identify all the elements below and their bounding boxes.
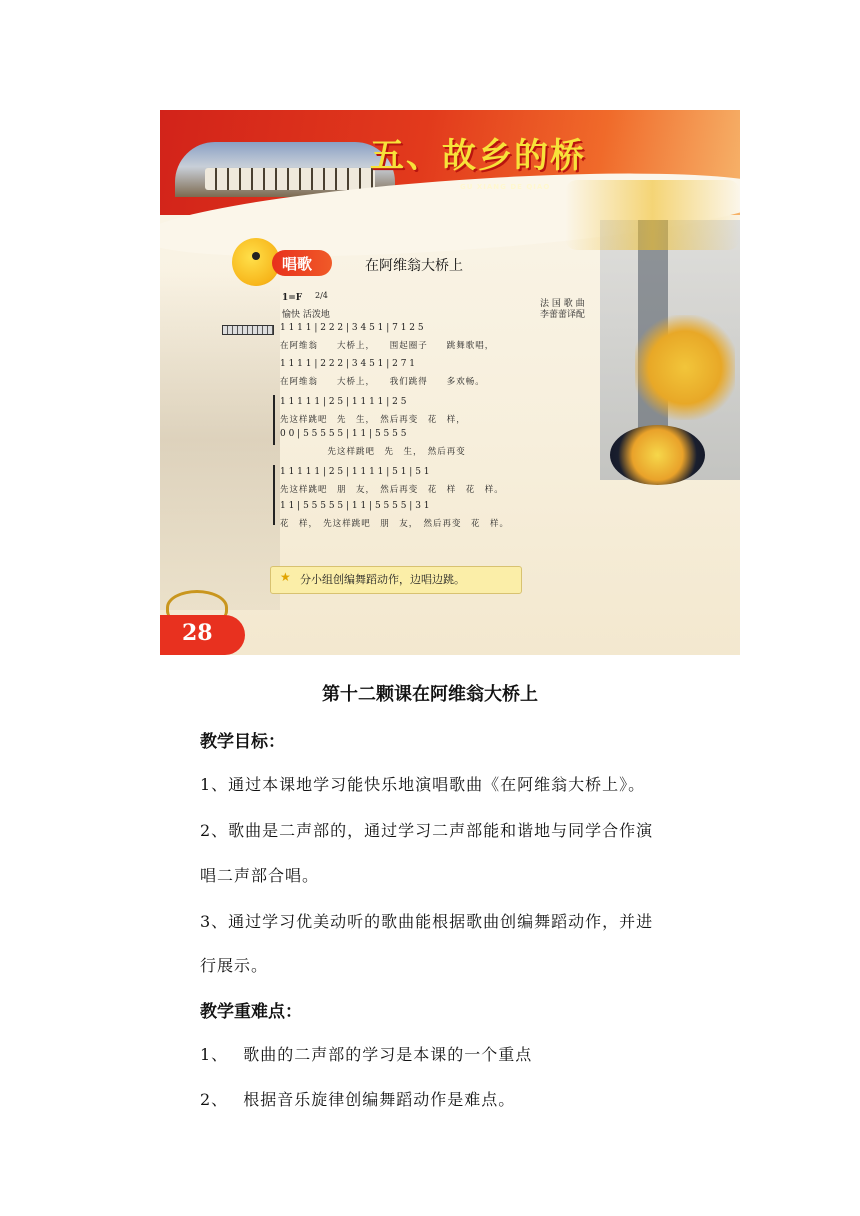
score-notes-row-4: 0 0 | 5 5 5 5 5 | 1 1 | 5 5 5 5 bbox=[280, 429, 407, 439]
score-notes-row-5: 1 1 1 1 1 | 2 5 | 1 1 1 1 | 5 1 | 5 1 bbox=[280, 467, 430, 477]
goal-line-1: 1、通过本课地学习能快乐地演唱歌曲《在阿维翁大桥上》。 bbox=[200, 775, 646, 794]
sing-label: 唱歌 bbox=[282, 255, 313, 273]
score-lyrics-row-5: 先这样跳吧 朋 友， 然后再变 花 样 花 样。 bbox=[280, 485, 504, 495]
dancers-photo-middle bbox=[635, 315, 735, 420]
song-origin: 法 国 歌 曲 bbox=[540, 299, 585, 309]
score-notes-row-2: 1 1 1 1 | 2 2 2 | 3 4 5 1 | 2 7 1 bbox=[280, 359, 416, 369]
score-notes-row-1: 1 1 1 1 | 2 2 2 | 3 4 5 1 | 7 1 2 5 bbox=[280, 323, 424, 333]
activity-tip-text: 分小组创编舞蹈动作，边唱边跳。 bbox=[300, 573, 465, 586]
score-lyrics-row-3: 先这样跳吧 先 生， 然后再变 花 样， bbox=[280, 415, 466, 425]
score-notes-row-6: 1 1 | 5 5 5 5 5 | 1 1 | 5 5 5 5 | 3 1 bbox=[280, 501, 430, 511]
goals-heading: 教学目标： bbox=[200, 732, 285, 752]
song-title: 在阿维翁大桥上 bbox=[365, 258, 463, 274]
goal-line-2: 2、歌曲是二声部的，通过学习二声部能和谐地与同学合作演 bbox=[200, 821, 654, 840]
bridge-arches bbox=[205, 168, 375, 190]
goal-line-5: 行展示。 bbox=[200, 956, 269, 975]
star-icon: ★ bbox=[280, 570, 291, 584]
lesson-title: 五、故乡的桥 bbox=[370, 136, 586, 176]
key-point-1: 1、 歌曲的二声部的学习是本课的一个重点 bbox=[200, 1045, 533, 1064]
song-arranger: 李蕾蕾译配 bbox=[540, 310, 586, 320]
dancers-photo-circle bbox=[610, 425, 705, 485]
brace-line-2 bbox=[273, 465, 275, 525]
harmonica-icon bbox=[222, 325, 274, 335]
textbook-page-image bbox=[160, 110, 740, 655]
dancers-photo-top bbox=[565, 180, 740, 250]
time-signature: 2/4 bbox=[315, 291, 328, 300]
key-points-heading: 教学重难点： bbox=[200, 1002, 302, 1022]
goal-line-4: 3、通过学习优美动听的歌曲能根据歌曲创编舞蹈动作，并进 bbox=[200, 912, 654, 931]
duck-eye bbox=[252, 252, 260, 260]
key-signature: 1=F bbox=[282, 293, 303, 303]
score-lyrics-row-1: 在阿维翁 大桥上， 围起圈子 跳舞歌唱， bbox=[280, 341, 495, 351]
goal-line-3: 唱二声部合唱。 bbox=[200, 866, 320, 885]
score-lyrics-row-6: 花 样， 先这样跳吧 朋 友， 然后再变 花 样。 bbox=[280, 519, 510, 529]
lesson-pinyin: GU XIANG DE QIAO bbox=[460, 183, 551, 191]
score-notes-row-3: 1 1 1 1 1 | 2 5 | 1 1 1 1 | 2 5 bbox=[280, 397, 407, 407]
brace-line-1 bbox=[273, 395, 275, 445]
pagoda-background bbox=[160, 270, 280, 610]
tempo-marking: 愉快 活泼地 bbox=[282, 310, 330, 320]
page-number: 28 bbox=[182, 620, 213, 646]
score-lyrics-row-4: 先这样跳吧 先 生， 然后再变 bbox=[280, 447, 466, 457]
score-lyrics-row-2: 在阿维翁 大桥上， 我们跳得 多欢畅。 bbox=[280, 377, 485, 387]
plan-title: 第十二颗课在阿维翁大桥上 bbox=[322, 684, 538, 705]
key-point-2: 2、 根据音乐旋律创编舞蹈动作是难点。 bbox=[200, 1090, 516, 1109]
